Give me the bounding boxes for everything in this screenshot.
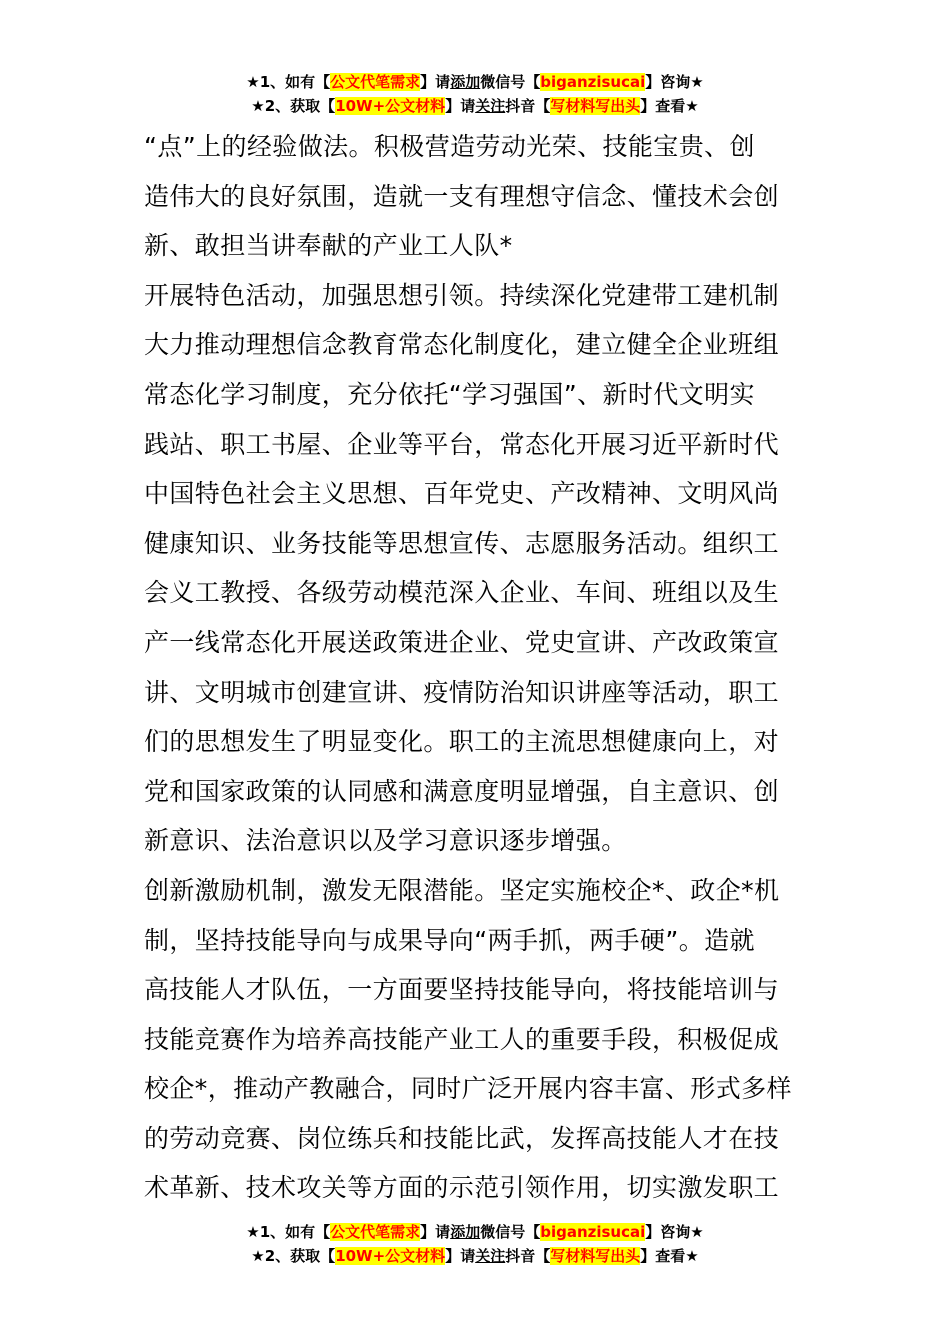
text-line: 健康知识、业务技能等思想宣传、志愿服务活动。组织工 (144, 528, 780, 558)
text-line: 术革新、技术攻关等方面的示范引领作用，切实激发职工 (144, 1173, 780, 1203)
banner-text: 】请 (420, 1223, 451, 1241)
text-line: 新意识、法治意识以及学习意识逐步增强。 (144, 826, 627, 856)
banner-underline: 关注 (475, 97, 506, 115)
banner-highlight: 写材料写出头 (550, 1247, 641, 1265)
text-line: 党和国家政策的认同感和满意度明显增强，自主意识、创 (144, 776, 780, 806)
text-line: 会义工教授、各级劳动模范深入企业、车间、班组以及生 (144, 578, 780, 608)
banner-text: 】请 (420, 73, 451, 91)
banner-text: 】查看★ (640, 1247, 699, 1265)
banner-line-2 (0, 94, 950, 118)
text-line: 造伟大的良好氛围，造就一支有理想守信念、懂技术会创 (144, 181, 780, 211)
banner-highlight: biganzisucai (540, 1223, 646, 1241)
banner-text: 】查看★ (640, 97, 699, 115)
header-banner (0, 70, 950, 118)
banner-line-2 (0, 1244, 950, 1268)
banner-text: 抖音【 (505, 1247, 551, 1265)
text-line: 大力推动理想信念教育常态化制度化，建立健全企业班组 (144, 330, 780, 360)
banner-underline: 关注 (475, 1247, 506, 1265)
banner-line-1 (0, 1220, 950, 1244)
text-line: 产一线常态化开展送政策进企业、党史宣讲、产改政策宣 (144, 627, 780, 657)
text-line: 新、敢担当讲奉献的产业工人队* (144, 231, 513, 261)
banner-highlight: 公文代笔需求 (330, 73, 421, 91)
text-line: 常态化学习制度，充分依托“学习强国”、新时代文明实 (144, 379, 755, 409)
banner-text: ★2、获取【 (251, 1247, 336, 1265)
text-line: 的劳动竞赛、岗位练兵和技能比武，发挥高技能人才在技 (144, 1123, 780, 1153)
banner-highlight: 公文代笔需求 (330, 1223, 421, 1241)
text-line: 中国特色社会主义思想、百年党史、产改精神、文明风尚 (144, 479, 780, 509)
text-line: 校企*，推动产教融合，同时广泛开展内容丰富、形式多样 (144, 1074, 792, 1104)
banner-text: 微信号【 (480, 1223, 541, 1241)
banner-highlight: 10W+公文材料 (335, 97, 446, 115)
banner-text: ★1、如有【 (246, 1223, 331, 1241)
banner-underline: 添加 (450, 73, 481, 91)
footer-banner (0, 1220, 950, 1268)
text-line: 们的思想发生了明显变化。职工的主流思想健康向上，对 (144, 727, 780, 757)
banner-text: 】咨询★ (645, 1223, 704, 1241)
banner-text: 抖音【 (505, 97, 551, 115)
banner-text: ★2、获取【 (251, 97, 336, 115)
banner-text: 】咨询★ (645, 73, 704, 91)
text-line: 制，坚持技能导向与成果导向“两手抓，两手硬”。造就 (144, 925, 755, 955)
text-line: 开展特色活动，加强思想引领。持续深化党建带工建机制 (144, 280, 780, 310)
text-line: “点”上的经验做法。积极营造劳动光荣、技能宝贵、创 (144, 132, 755, 161)
banner-text: ★1、如有【 (246, 73, 331, 91)
text-line: 技能竞赛作为培养高技能产业工人的重要手段，积极促成 (144, 1024, 780, 1054)
document-body (144, 122, 810, 1213)
banner-text: 】请 (445, 1247, 476, 1265)
banner-text: 微信号【 (480, 73, 541, 91)
banner-text: 】请 (445, 97, 476, 115)
banner-highlight: 写材料写出头 (550, 97, 641, 115)
text-line: 创新激励机制，激发无限潜能。坚定实施校企*、政企*机 (144, 875, 780, 905)
banner-highlight: biganzisucai (540, 73, 646, 91)
banner-line-1 (0, 70, 950, 94)
text-line: 高技能人才队伍，一方面要坚持技能导向，将技能培训与 (144, 975, 780, 1005)
text-line: 讲、文明城市创建宣讲、疫情防治知识讲座等活动，职工 (144, 677, 780, 707)
banner-underline: 添加 (450, 1223, 481, 1241)
text-line: 践站、职工书屋、企业等平台，常态化开展习近平新时代 (144, 429, 780, 459)
banner-highlight: 10W+公文材料 (335, 1247, 446, 1265)
